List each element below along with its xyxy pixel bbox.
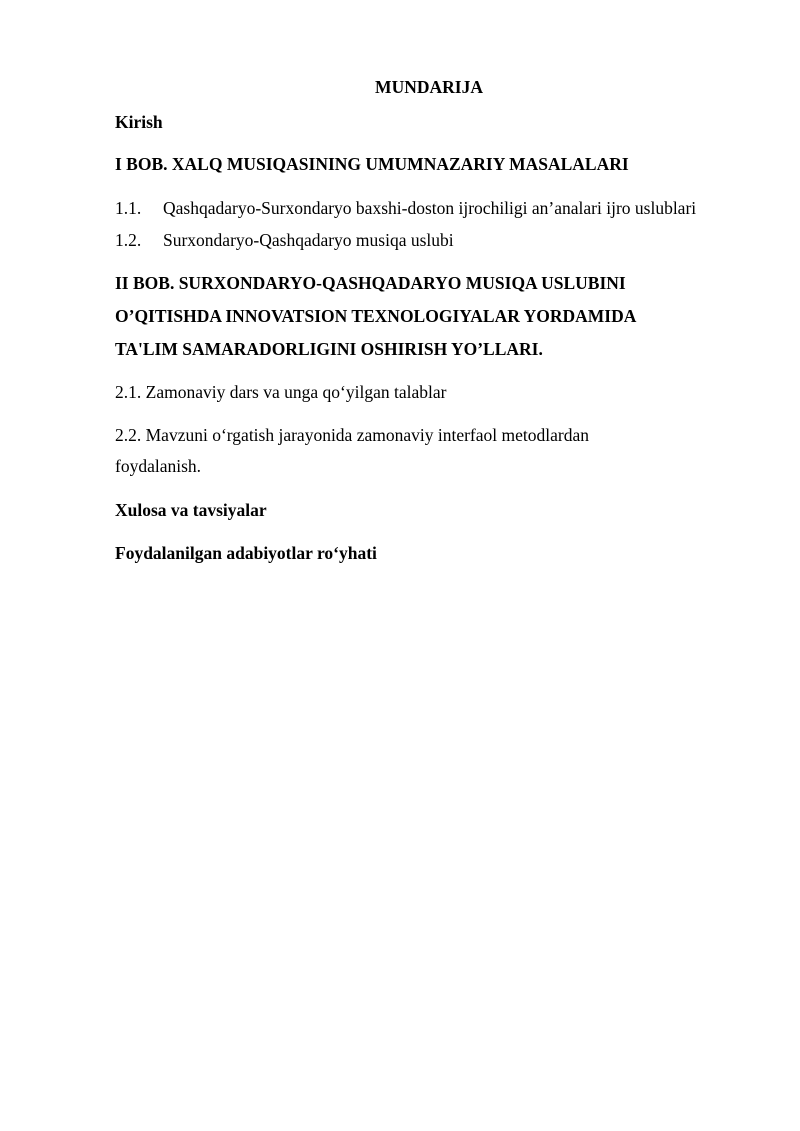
toc-conclusion: Xulosa va tavsiyalar (115, 500, 267, 520)
chapter2-heading-line-2: O’QITISHDA INNOVATSION TEXNOLOGIYALAR YORDAMIDA (115, 306, 637, 326)
chapter2-heading-line-1: II BOB. SURXONDARYO-QASHQADARYO MUSIQA USLUBINI (115, 273, 626, 293)
chapter2-heading-line-3: TA'LIM SAMARADORLIGINI OSHIRISH YO’LLARI. (115, 339, 543, 359)
toc-item-2-2-line-1: 2.2. Mavzuni o‘rgatish jarayonida zamonaviy interfaol metodlardan (115, 425, 589, 445)
chapter1-heading: I BOB. XALQ MUSIQASINING UMUMNAZARIY MASALALARI (115, 154, 629, 174)
toc-item-1-2 (115, 229, 454, 251)
toc-item-number: 1.2. (115, 230, 142, 250)
toc-references: Foydalanilgan adabiyotlar ro‘yhati (115, 543, 377, 563)
toc-item-2-1: 2.1. Zamonaviy dars va unga qo‘yilgan talablar (115, 382, 447, 402)
toc-title: MUNDARIJA (375, 77, 483, 97)
toc-item-2-2-line-2: foydalanish. (115, 456, 202, 476)
toc-item-number: 1.1. (115, 198, 142, 218)
toc-item-text: Surxondaryo-Qashqadaryo musiqa uslubi (163, 230, 454, 250)
toc-intro: Kirish (115, 112, 163, 132)
toc-item-text: Qashqadaryo-Surxondaryo baxshi-doston ijrochiligi an’analari ijro uslublari (163, 198, 697, 218)
toc-item-1-1 (115, 197, 696, 219)
